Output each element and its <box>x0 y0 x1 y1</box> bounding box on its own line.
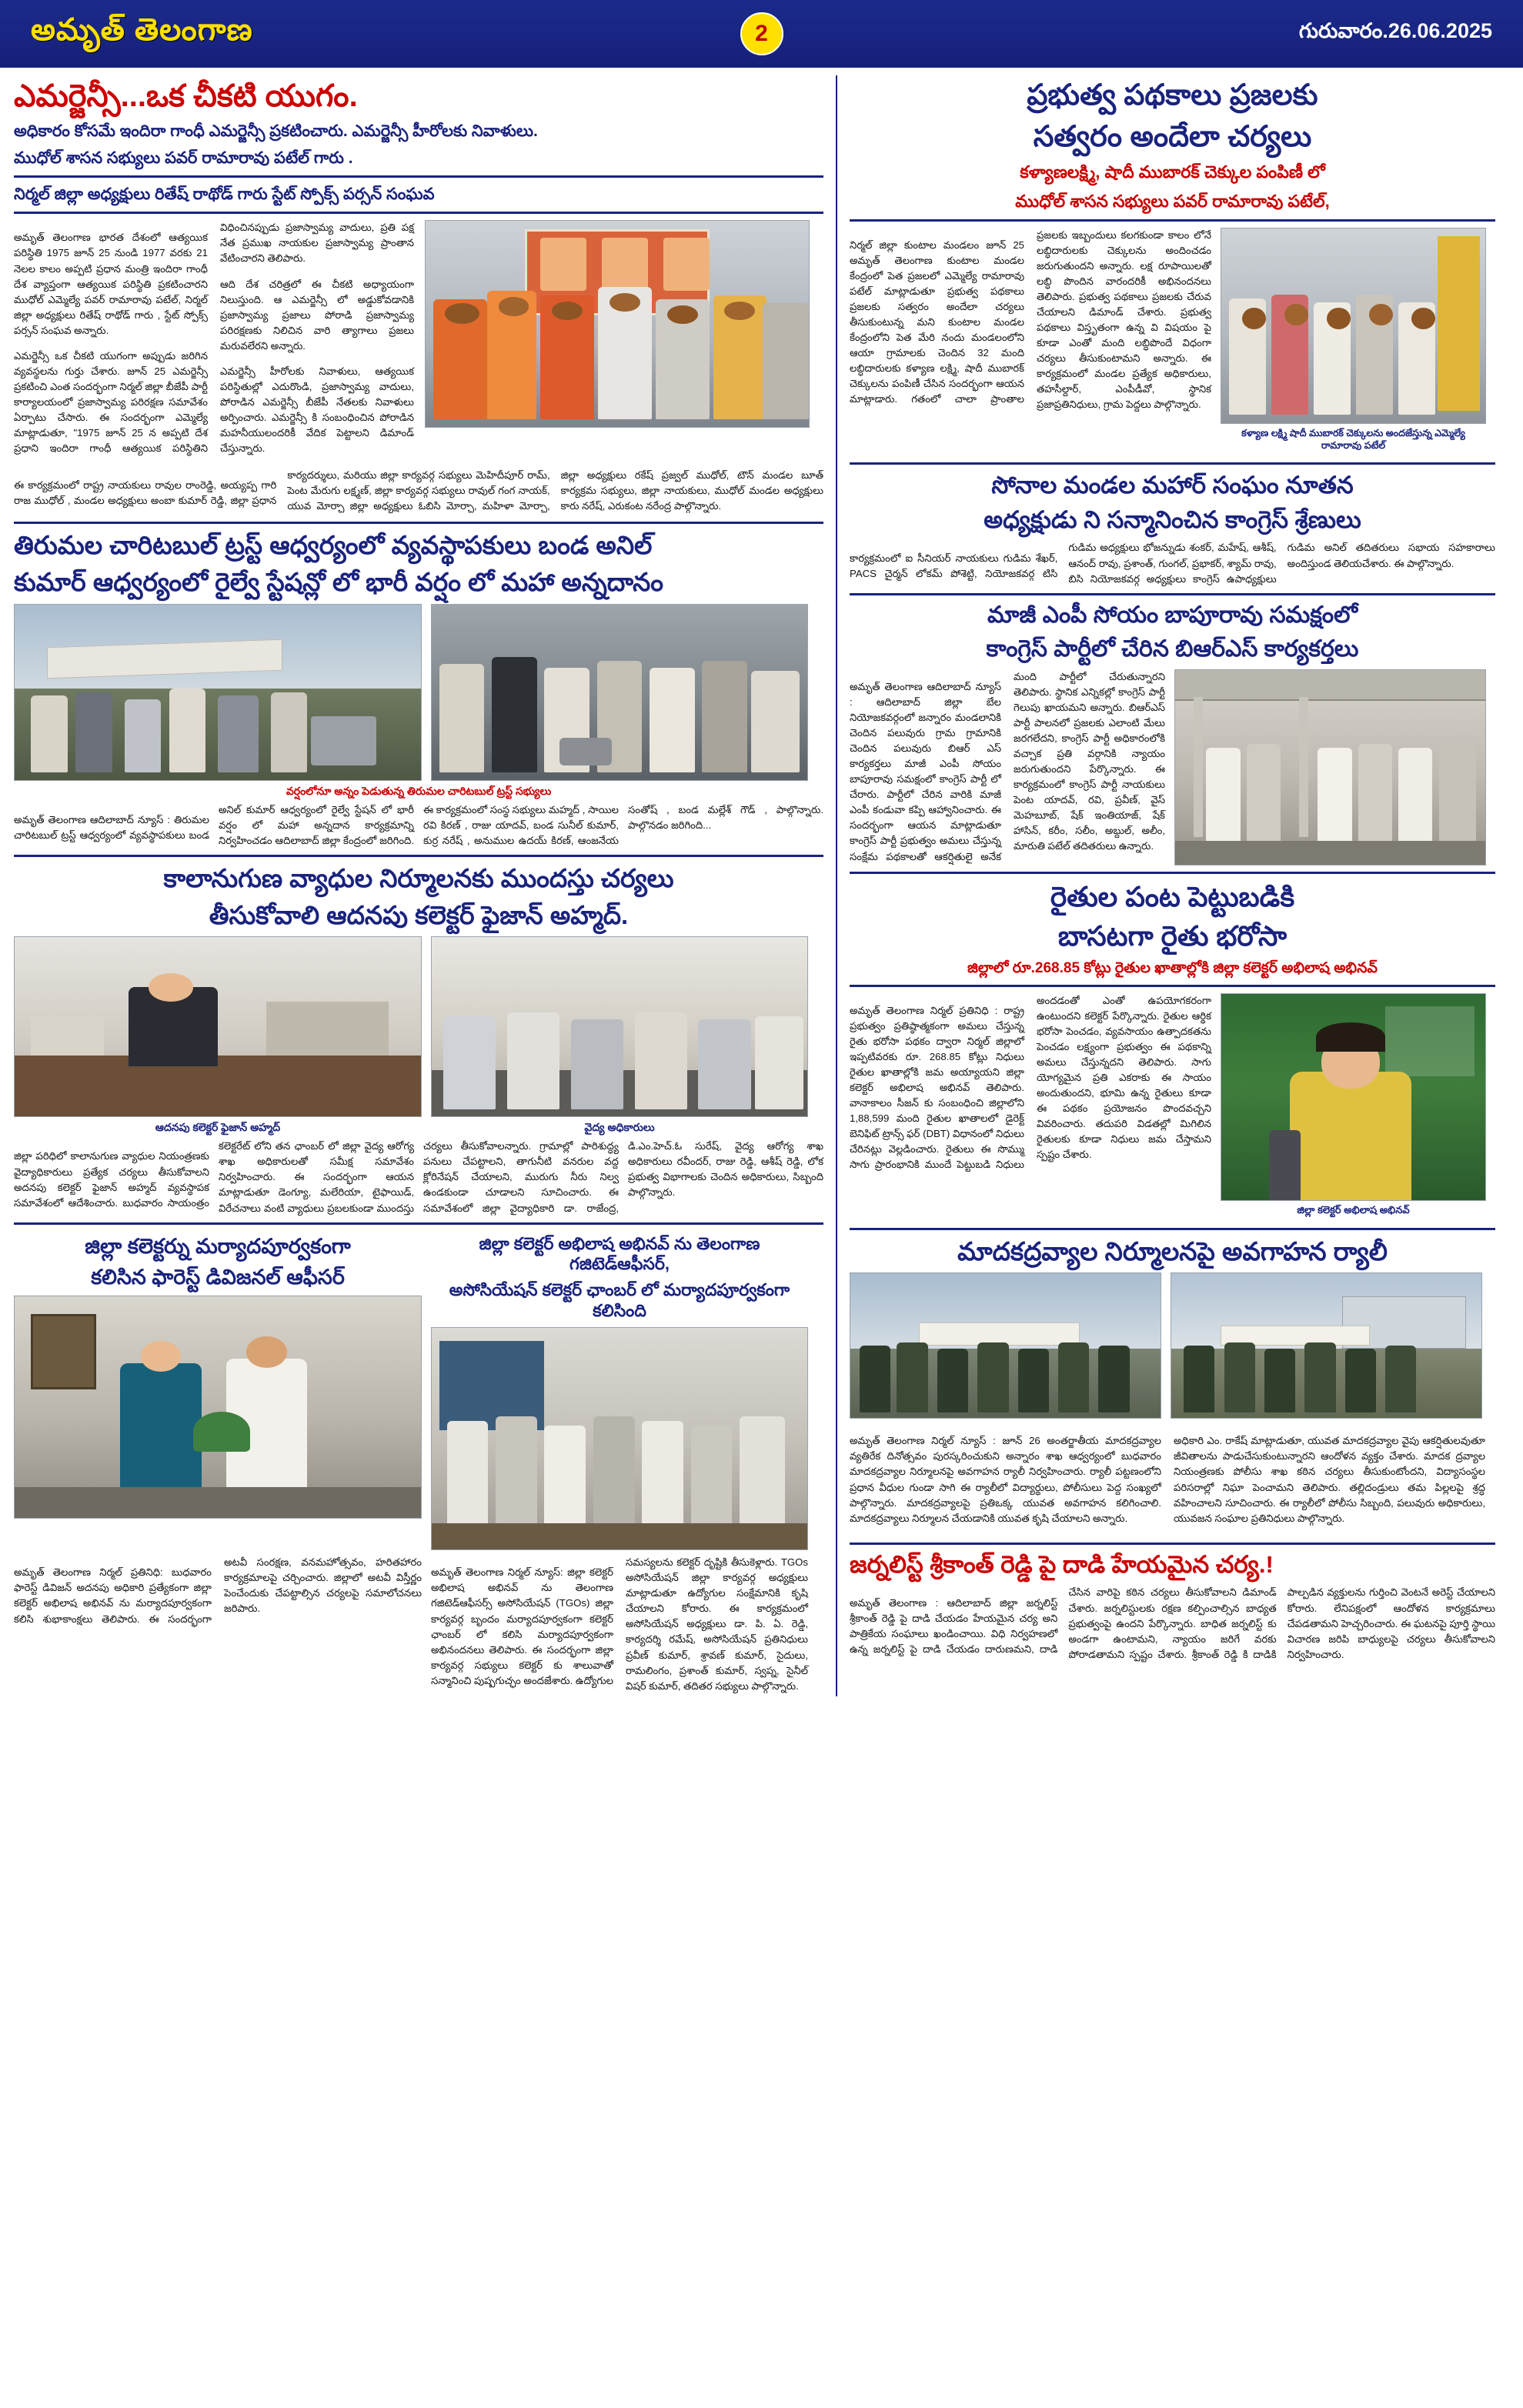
paragraph: అమృత్ తెలంగాణ భారత దేశంలో ఆత్యయిక పరిస్థితి 1975 జూన్ 25 నుండి 1977 వరకు 21 నెలల కాలం అప్పటి ప్రధాన మంత్రి ఇందిరా గాంధీ దేశ వ్యాప్తంగా ఆత్యయిక పరిస్థితి ప్రకటించారని ముధోల్ ఎమ్మెల్యే పవర్ రామారావు పటేల్, నిర్మల్ జిల్లా అధ్యక్షులు రితేష్ రాథోడ్ గారు , స్టేట్ స్పోక్స్ పర్సన్ సంఘవ అన్నారు. <box>14 232 208 336</box>
article-emergency <box>14 78 823 515</box>
article-health-headline-1: కాలానుగుణ వ్యాధుల నిర్మూలనకు ముందస్తు చర్యలు <box>163 863 674 892</box>
article-annadanam-caption: వర్షంలోనూ అన్నం పెడుతున్న తిరుమల చారిటబుల్ ట్రస్ట్ సభ్యులు <box>286 784 552 797</box>
paragraph: అధికారి ఎం. రాకేష్ మాట్లాడుతూ, యువత మాదకద్రవ్యాల వైపు ఆకర్షితులవుతూ జీవితాలను పాడుచేసుకుంటున్నారని ఆందోళన వ్యక్తం చేశారు. మాదక ద్రవ్యాల నియంత్రణకు పోలీసు శాఖ కఠిన చర్యలు తీసుకుంటోందని, విద్యాసంస్థల పరిసరాల్లో నిఘా పెంచామని తెలిపారు. తల్లిదండ్రులు తమ పిల్లలపై శ్రద్ధ వహించాలని సూచించారు. ఈ ర్యాలీలో పోలీసు సిబ్బంది, పలువురు అధికారులు, యువజన సంఘాల ప్రతినిధులు పాల్గొన్నారు. <box>1174 1435 1485 1524</box>
article-health-headline-2: తీసుకోవాలి ఆదనపు కలెక్టర్ ఫైజాన్ అహ్మద్. <box>209 900 629 929</box>
divider <box>850 1543 1495 1545</box>
article-rythu-bharosa <box>850 880 1495 1222</box>
divider <box>850 593 1495 595</box>
article-health-caption-1: ఆదనపు కలెక్టర్ ఫైజాన్ అహ్మద్ <box>155 1121 281 1134</box>
divider <box>14 522 823 524</box>
paragraph: అమృత్ తెలంగాణ : ఆదిలాబాద్ జిల్లా జర్నలిస్ట్ శ్రీకాంత్ రెడ్డి పై దాడి చేయడం హేయమైన చర్య అని పాత్రికేయ సంఘాలు ఖండించాయి. విధి నిర్వహణలో ఉన్న జర్నలిస్ట్ పై దాడి చేయడం దారుణమని, దాడి చేసిన వారిపై కఠిన చర్యలు తీసుకోవాలని డిమాండ్ చేశారు. జర్నలిస్టులకు రక్షణ కల్పించాల్సిన బాధ్యత ప్రభుత్వంపై ఉందని పేర్కొన్నారు. బాధిత జర్నలిస్ట్ కు అండగా ఉంటామని, న్యాయం జరిగే వరకు పోరాడతామని స్పష్టం చేశారు. శ్రీకాంత్ రెడ్డి కి దాడికి పాల్పడిన వ్యక్తులను గుర్తించి వెంటనే అరెస్ట్ చేయాలని కోరారు. లేనిపక్షంలో ఆందోళన కార్యక్రమాలు చేపడతామని హెచ్చరించారు. ఈ ఘటనపై పూర్తి స్థాయి విచారణ జరిపి బాధ్యులపై చర్యలు తీసుకోవాలని నిర్వహించారు. <box>850 1586 1495 1660</box>
right-column <box>837 75 1495 1696</box>
paragraph: అమృత్ తెలంగాణ నిర్మల్ న్యూస్: జిల్లా కలెక్టర్ అభిలాష అభినవ్ ను తెలంగాణ గజిటెడ్ఆఫీసర్స్ అసోసియేషన్ (TGOs) జిల్లా కార్యవర్గ బృందం మర్యాదపూర్వకంగా కలెక్టర్ ఛాంబర్ లో కలిసి మర్యాదపూర్వకంగా అభినందనలు తెలిపారు. ఈ సందర్భంగా జిల్లా కార్యవర్గ సభ్యులు కలెక్టర్ కు శాలువాతో సన్మానించి పుష్పగుచ్ఛం అందజేశారు. ఉద్యోగుల సమస్యలను కలెక్టర్ దృష్టికి తీసుకెళ్లారు. TGOs అసోసియేషన్ జిల్లా కార్యవర్గ అధ్యక్షులు మాట్లాడుతూ ఉద్యోగుల సంక్షేమానికి కృషి చేయాలని కోరారు. ఈ కార్యక్రమంలో అసోసియేషన్ అధ్యక్షులు డా. పి. ఏ. రెడ్డి, కార్యదర్శి రమేష్, అసోసియేషన్ ప్రతినిధులు ప్రవీణ్ కుమార్, శ్రావణ్ కుమార్, సైదులు, రామలింగం, ప్రశాంత్ కుమార్, స్వప్న, సైనీల్ విషర్ కుమార్, తదితర సభ్యులు పాల్గొన్నారు. <box>431 1556 808 1692</box>
publication-date: గురువారం.26.06.2025 <box>1298 19 1492 42</box>
divider <box>14 1222 823 1225</box>
article-schemes <box>850 78 1495 456</box>
article-health-body <box>14 1139 823 1216</box>
article-drug-rally-headline: మాదకద్రవ్యాల నిర్మూలనపై అవగాహన ర్యాలీ <box>957 1236 1388 1266</box>
article-congress-headline-2: కాంగ్రెస్ పార్టీలో చేరిన బిఆర్ఎస్ కార్యకర్తలు <box>986 635 1359 662</box>
publication-title: అమృత్ తెలంగాణ <box>31 12 253 47</box>
article-rythu-photo <box>1221 993 1486 1201</box>
article-journalist-body <box>850 1585 1495 1663</box>
paragraph: ఎమర్జెన్సీ ఒక చీకటి యుగంగా అప్పుడు జరిగిన వ్యవస్థలను గుర్తు చేశారు. జూన్ 25 ఎమర్జెన్సీ ప్రకటించి ఎంత సందర్భంగా నిర్మల్ జిల్లా బీజేపీ పార్టీ కార్యాలయంలో ప్రజాస్వామ్య పరిరక్షణ సమావేశం ఏర్పాటు చేసారు. ఈ సందర్భంగా ఎమ్మెల్యే మాట్లాడుతూ, "1975 జూన్ 25 న అప్పటి దేశ ప్రధాని ఇందిరా గాంధీ ఆత్యయిక పరిస్థితిని విధించినప్పుడు ప్రజాస్వామ్య వాదులు, ప్రతి పక్ష నేత ప్రముఖ నాయకుల ప్రజాస్వామ్య ప్రాంతాన వేటించారని తెలిపారు. <box>14 222 414 455</box>
article-schemes-subhead-1: కళ్యాణలక్ష్మి, షాదీ ముబారక్ చెక్కుల పంపిణీ లో <box>1020 162 1325 182</box>
article-rythu-subhead: జిల్లాలో రూ.268.85 కోట్లు రైతుల ఖాతాల్లోకి జిల్లా కలెక్టర్ అభిలాష అభినవ్ <box>967 960 1378 976</box>
article-annadanam <box>14 530 823 849</box>
paragraph: నిర్మల్ జిల్లా కుంటాల మండలం జూన్ 25 అమృత్ తెలంగాణ కుంటాల మండల కేంద్రంలో పెత ప్రజలలో ఎమ్మెల్యే రామారావు పటేల్ మాట్లాడుతూ ప్రభుత్వ పథకాలు ప్రజలకు సత్వరం అందేలా చర్యలు తీసుకుంటున్న మని కుంటాల మండల కేంద్రంలోని పెత మేరి నందు మండలంలోని ఆయా గ్రామాలకు చెందిన 32 మంది లబ్ధిదారులకు కళ్యాణ లక్ష్మి, షాదీ ముబారక్ చెక్కులను పంపిణీ చేసిన సందర్భంగా ఆయన మాట్లాడారు. గతంలో చాలా ప్రాంతాల ప్రజలకు ఇబ్బందులు కలగకుండా కాలం లోనే లబ్ధిదారులకు చెక్కులను అందించడం జరుగుతుందని అన్నారు. లక్ష రూపాయిలతో లబ్ధి పొందిన వారందరికీ అభినందనలు తెలిపారు. ప్రభుత్వ పథకాలు ప్రజలకు చేరువ చేయాలని డిమాండ్ చేశారు. ప్రభుత్వ పథకాలు విస్తృతంగా ఉన్న వి విషయం పై కూడా ఎంతో మంది లబ్ధిపొందే విధంగా చర్యలు తీసుకుంటామని అన్నారు. ఈ కార్యక్రమంలో మండల ప్రత్యేక అధికారులు, తహసీల్దార్, ఎంపీడీవో, స్థానిక ప్రజాప్రతినిధులు, గ్రామ పెద్దలు పాల్గొన్నారు. <box>850 228 1211 411</box>
article-emergency-subhead-2: ముధోల్ శాసన సభ్యులు పవర్ రామారావు పటేల్ గారు . <box>14 148 353 167</box>
paragraph: ఆది దేశ చరిత్రలో ఈ చీకటి అధ్యాయంగా నిలుస్తుంది. ఆ ఎమర్జెన్సీ లో అడ్డుకోవడానికి ప్రజాస్వామ్య ప్రజాలు పోరాడి ప్రజాస్వామ్య పరిరక్షణకు నిలిచిన వారి త్యాగాలు ప్రజలు మరువలేరని అన్నారు. <box>220 278 414 352</box>
page-body <box>0 68 1523 1710</box>
article-annadanam-body <box>14 802 823 849</box>
article-schemes-headline-2: సత్వరం అందేలా చర్యలు <box>1033 120 1312 153</box>
divider <box>14 175 823 178</box>
left-column <box>14 75 837 1696</box>
article-mahar-body <box>850 540 1495 586</box>
paragraph: జిల్లా పరిధిలో కాలానుగుణ వ్యాధుల నియంత్రణకు వైద్యాధికారులు ప్రత్యేక చర్యలు తీసుకోవాలని అదనపు కలెక్టర్ ఫైజాన్ అహ్మద్ వ్యవస్థాపక సమావేశంలో ఆదేశించారు. బుధవారం సాయంత్రం కలెక్టరేట్ లోని తన ఛాంబర్ లో జిల్లా వైద్య ఆరోగ్య శాఖ అధికారులతో సమీక్ష సమావేశం నిర్వహించారు. ఈ సందర్భంగా ఆయన మాట్లాడుతూ డెంగ్యూ, మలేరియా, టైఫాయిడ్, విరేచనాలు వంటి వ్యాధులు ప్రబలకుండా ముందస్తు చర్యలు తీసుకోవాలన్నారు. గ్రామాల్లో పారిశుద్ధ్య పనులు చేపట్టాలని, తాగునీటి వనరుల వద్ద క్లోరినేషన్ చేయాలని, మురుగు నీరు నిల్వ ఉండకుండా చూడాలని సూచించారు. ఈ సమావేశంలో జిల్లా వైద్యాధికారి డా. రాజేంద్ర, డి.ఎం.హెచ్.ఓ సురేష్, వైద్య ఆరోగ్య శాఖ అధికారులు రవీందర్, రాజు రెడ్డి, ఆశీష్ రెడ్డి, లోక ప్రభుత్వ విభాగాలకు చెందిన అధికారులు, సిబ్బంది పాల్గొన్నారు. <box>14 1140 823 1214</box>
article-annadanam-headline-2: కుమార్ ఆధ్వర్యంలో రైల్వే స్టేషన్లో లో భారీ వర్షం లో మహా అన్నదానం <box>14 567 663 596</box>
divider <box>14 212 823 214</box>
article-rythu-caption: జిల్లా కలెక్టర్ అభిలాష అభినవ్ <box>1297 1203 1410 1216</box>
article-congress <box>850 602 1495 865</box>
article-schemes-body <box>850 228 1211 415</box>
paragraph: అమృత్ తెలంగాణ నిర్మల్ ప్రతినిధి: బుధవారం ఫారెస్ట్ డివిజన్ అదనపు అధికారి ప్రత్యేకంగా జిల్లా కలెక్టర్ అభిలాష అభినవ్ ను మర్యాదపూర్వకంగా కలిసి శుభాకాంక్షలు తెలిపారు. ఈ సందర్భంగా అటవీ సంరక్షణ, వనమహోత్సవం, హరితహారం కార్యక్రమాలపై చర్చించారు. జిల్లాలో అటవీ విస్తీర్ణం పెంచేందుకు చేపట్టాల్సిన చర్యలపై సమాలోచనలు జరిపారు. <box>14 1556 422 1625</box>
article-emergency-photo <box>425 220 810 428</box>
article-emergency-headline: ఎమర్జెన్సీ...ఒక చీకటి యుగం. <box>14 79 358 113</box>
article-congress-body <box>850 669 1165 865</box>
article-drug-rally-photo-1 <box>850 1272 1161 1419</box>
article-mahar-headline-2: అధ్యక్షుడు ని సన్మానించిన కాంగ్రెస్ శ్రేణులు <box>984 506 1361 534</box>
article-rythu-body <box>850 993 1211 1173</box>
article-drug-rally-body-left <box>850 1423 1161 1536</box>
article-schemes-caption: కళ్యాణ లక్ష్మి షాదీ ముబారక్ చెక్కులను అందజేస్తున్న ఎమ్మెల్యే రామారావు పటేల్ <box>1241 427 1465 451</box>
article-drug-rally-photo-2 <box>1171 1272 1482 1419</box>
article-tgos-body <box>431 1555 808 1696</box>
article-tgos-headline-2: అసోసియేషన్ కలెక్టర్ ఛాంబర్ లో మర్యాదపూర్వకంగా కలిసింది <box>449 1280 790 1320</box>
article-tgos-photo <box>431 1327 808 1550</box>
article-emergency-subhead-1: అధికారం కోసమే ఇందిరా గాంధీ ఎమర్జెన్సీ ప్రకటించారు. ఎమర్జెన్సీ హీరోలకు నివాళులు. <box>14 122 538 141</box>
article-schemes-headline-1: ప్రభుత్వ పథకాలు ప్రజలకు <box>1027 79 1318 112</box>
divider <box>850 1228 1495 1230</box>
article-emergency-body-1 <box>14 220 414 462</box>
article-forest-officer <box>14 1231 422 1519</box>
article-health-photo-1 <box>14 936 422 1117</box>
article-mahar <box>850 471 1495 587</box>
article-forest-photo <box>14 1296 422 1519</box>
article-forest-body <box>14 1555 422 1626</box>
masthead <box>0 0 1523 68</box>
article-health <box>14 863 823 1216</box>
article-emergency-subhead-3: నిర్మల్ జిల్లా అధ్యక్షులు రితేష్ రాథోడ్ గారు స్టేట్ స్పోక్స్ పర్సన్ సంఘవ <box>14 185 435 203</box>
paragraph: కార్యక్రమంలో ఐ సీనియర్ నాయకులు గుడిమ శేఖర్, PACS చైర్మన్ లోకమ్ పోశెట్టి, నియోజకవర్గ టిసి గుడిమ అధ్యక్షులు భోజన్నుడు శంకర్, మహేష్, ఆశీష్, ఆనంద్ రావు, ప్రశాంత్, గుంగల్, ప్రభాకర్, శ్యామ్ రావు, బిసి నియోజకవర్గ అధ్యక్షులు కాంగ్రెస్ ఉపాధ్యక్షులు గుడిమ అనిల్ తదితరులు సభాయ సహకారాలు అందిస్తుండ తెలియచేశారు. ఈ పాల్గొన్నారు. <box>850 542 1495 585</box>
article-health-caption-2: వైద్య అధికారులు <box>584 1121 655 1134</box>
paragraph: అమృత్ తెలంగాణ నిర్మల్ న్యూస్ : జూన్ 26 అంతర్జాతీయ మాదకద్రవ్యాల వ్యతిరేక దినోత్సవం పురస్కరించుకుని అన్నారం శాఖ ఆధ్వర్యంలో బుధవారం మాదకద్రవ్యాల నిర్మూలనపై అవగాహన ర్యాలీ నిర్వహించారు. ర్యాలీ పట్టణంలోని ప్రధాన వీధుల గుండా సాగి ఈ ర్యాలీలో విద్యార్థులు, పోలీసులు పెద్ద సంఖ్యలో పాల్గొన్నారు. మాదకద్రవ్యాలపై ప్రతిఒక్క యువత అవగాహన కలిగించాలి. మాదకద్రవ్యాలు నిర్మూలన చేయడానికి యువత కృషి చేయాలని అన్నారు. <box>850 1435 1161 1524</box>
article-mahar-headline-1: సోనాల మండల మహార్ సంఘం నూతన <box>991 472 1354 499</box>
article-forest-headline-2: కలిసిన ఫారెస్ట్ డివిజనల్ ఆఫీసర్ <box>91 1266 345 1289</box>
divider <box>850 219 1495 222</box>
paragraph: ఈ కార్యక్రమంలో రాష్ట్ర నాయకులు రావుల రాంరెడ్డి, అయ్యప్ప గారి రాజ ముధోల్ , మండల అధ్యక్షులు అంబా కుమార్ రెడ్డి, జిల్లా ప్రధాన కార్యదర్శులు, మరియు జిల్లా కార్యవర్గ సభ్యులు మెహిదీపూర్ రామ్, పెంట మేరుగు లక్ష్మణ్, జిల్లా కార్యవర్గ సభ్యులు రావుల్ గంగ నాయక్, యువ మోర్చా జిల్లా అధ్యక్షులు ఓబిసి మోర్చా, మహిళా మోర్చా, జిల్లా అధ్యక్షులు రకేష్ ప్రజ్వల్ ముధోల్, టౌన్ మండల బూత్ కార్యక్రమ సభ్యులు, జిల్లా నాయకులు, ముధోల్ మండల అధ్యక్షులు కారు నరేష్, ఎరుకంట నరేంద్ర పాల్గొన్నారు. <box>14 469 823 512</box>
article-emergency-body-2 <box>14 468 823 515</box>
article-drug-rally-body-right <box>1174 1423 1485 1536</box>
page-number-badge: 2 <box>740 12 783 55</box>
divider <box>850 462 1495 465</box>
article-drug-rally <box>850 1236 1495 1536</box>
paragraph: అమృత్ తెలంగాణ ఆదిలాబాద్ న్యూస్ : ఆదిలాబాద్ జిల్లా బేల నియోజకవర్గంలో జన్నారం మండలానికి చెందిన పలువురు గ్రామ గ్రామానికి చెందిన పలువురు బిఆర్ ఎస్ కార్యకర్తలు మాజీ ఎంపీ సోయం బాపూరావు సమక్షంలో కాంగ్రెస్ పార్టీ లో చేరారు. పార్టీలో చేరిన వారికి మాజీ ఎంపీ కండువా కప్పి ఆహ్వానించారు. ఈ సందర్భంగా ఆయన మాట్లాడుతూ కాంగ్రెస్ పార్టీ ప్రభుత్వం అమలు చేస్తున్న సంక్షేమ పథకాలతో ఆకర్షితులై అనేక మంది పార్టీలో చేరుతున్నారని తెలిపారు. స్థానిక ఎన్నికల్లో కాంగ్రెస్ పార్టీ గెలుపు ఖాయమని అన్నారు. బిఆర్ఎస్ పార్టీ పాలనలో ప్రజలకు ఎలాంటి మేలు జరగలేదని, కాంగ్రెస్ పార్టీ అధికారంలోకి వచ్చాక ప్రతి వర్గానికి న్యాయం జరుగుతుందని పేర్కొన్నారు. ఈ కార్యక్రమంలో కాంగ్రెస్ పార్టీ నాయకులు పెంట యాదవ్, రవి, ప్రవీణ్, వైస్ మెహబూబ్, షేక్ ఇంతియాజ్, షేక్ హాసిన్, కరీం, సలీం, అబ్దుల్, అలీం, మారుతి పటేల్ తదితరులు ఉన్నారు. <box>850 670 1165 862</box>
article-tgos <box>431 1231 808 1551</box>
article-forest-headline-1: జిల్లా కలెక్టర్ను మర్యాదపూర్వకంగా <box>85 1234 351 1258</box>
article-annadanam-headline-1: తిరుమల చారిటబుల్ ట్రస్ట్ ఆధ్వర్యంలో వ్యవస్థాపకులు బండ అనిల్ <box>14 531 653 560</box>
article-health-photo-2 <box>431 936 808 1117</box>
article-journalist-attack <box>850 1551 1495 1664</box>
paragraph: అమృత్ తెలంగాణ నిర్మల్ ప్రతినిధి : రాష్ట్ర ప్రభుత్వం ప్రతిష్ఠాత్మకంగా అమలు చేస్తున్న రైతు భరోసా పథకం ద్వారా నిర్మల్ జిల్లాలో ఇప్పటివరకు రూ. 268.85 కోట్లు నిధులు రైతుల ఖాతాల్లోకి జమ అయ్యాయని జిల్లా కలెక్టర్ అభిలాష అభినవ్ తెలిపారు. వానాకాలం సీజన్ కు సంబంధించి జిల్లాలోని 1,88,599 మంది రైతుల ఖాతాలలో డైరెక్ట్ బెనిఫిట్ ట్రాన్స్ ఫర్ (DBT) విధానంలో నిధులు చేరినట్లు వెల్లడించారు. రైతులు ఈ సొమ్ము సాగు ప్రారంభానికి ముందే పెట్టుబడి నిధులు అందడంతో ఎంతో ఉపయోగకరంగా ఉంటుందని కలెక్టర్ పేర్కొన్నారు. రైతుల ఆర్థిక భరోసా పెంచడం, వ్యవసాయం ఉత్పాదకతను పెంచడం లక్ష్యంగా ప్రభుత్వం ఈ పథకాన్ని అమలు చేస్తున్నదని తెలిపారు. సాగు యోగ్యమైన ప్రతి ఎకరాకు ఈ సాయం అందుతుందని, భూమి ఉన్న రైతులు కూడా ఈ పథకం ప్రయోజనం పొందవచ్చని వివరించారు. తదుపరి విడతల్లో మిగిలిన రైతులకు కూడా నిధులు జమ చేస్తామని స్పష్టం చేశారు. <box>850 994 1211 1171</box>
paragraph: ఎమర్జెన్సీ హీరోలకు నివాళులు, ఆత్యయిక పరిస్థితుల్లో ఎదురొండి, ప్రజాస్వామ్య వాదులు, పోరాడిన ఎమర్జెన్సీ బీజేపీ నేతలకు నివాళులు అర్పించారు. ఎమర్జెన్సీ కి సంబంధించిన పోరాడిన మహనీయులందరికీ వేదిక పెట్టాలని డిమాండ్ చేస్తున్నారు. <box>220 365 414 455</box>
paragraph: అమృత్ తెలంగాణ ఆదిలాబాద్ న్యూస్ : తిరుమల చారిటబుల్ ట్రస్ట్ ఆధ్వర్యంలో వ్యవస్థాపకులు బండ అనిల్ కుమార్ ఆధ్వర్యంలో రైల్వే స్టేషన్ లో భారీ వర్షం లో మహా అన్నదాన కార్యక్రమాన్ని నిర్వహించడం ఆదిలాబాద్ జిల్లా కేంద్రంలో జరిగింది. ఈ కార్యక్రమంలో సంస్థ సభ్యులు మహ్మద్ , సాయిల రవి కిరణ్ , రాజు యాదవ్, బండ సునీల్ కుమార్, కుర్ర నరేష్ , అనుముల ఉదయ్ కిరణ్, ఆంజనేయ సంతోష్ , బండ మల్లేశ్ గౌడ్ , పాల్గొన్నారు. పాల్గొనడం జరిగింది... <box>14 803 823 846</box>
article-rythu-headline-2: బాసటగా రైతు భరోసా <box>1057 919 1288 952</box>
divider <box>850 872 1495 874</box>
article-schemes-subhead-2: ముధోల్ శాసన సభ్యులు పవర్ రామారావు పటేల్, <box>1015 191 1330 211</box>
article-annadanam-photo-1 <box>14 604 422 781</box>
article-annadanam-photo-2 <box>431 604 808 781</box>
article-rythu-headline-1: రైతుల పంట పెట్టుబడికి <box>1050 880 1295 912</box>
article-congress-headline-1: మాజీ ఎంపీ సోయం బాపూరావు సమక్షంలో <box>987 602 1358 628</box>
article-congress-photo <box>1174 669 1486 865</box>
article-schemes-photo <box>1221 228 1486 424</box>
divider <box>14 855 823 857</box>
article-tgos-headline-1: జిల్లా కలెక్టర్ అభిలాష అభినవ్ ను తెలంగాణ గజిటెడ్ఆఫీసర్, <box>479 1233 760 1273</box>
article-journalist-headline: జర్నలిస్ట్ శ్రీకాంత్ రెడ్డి పై దాడి హేయమైన చర్య.! <box>850 1550 1274 1578</box>
divider <box>850 985 1495 987</box>
